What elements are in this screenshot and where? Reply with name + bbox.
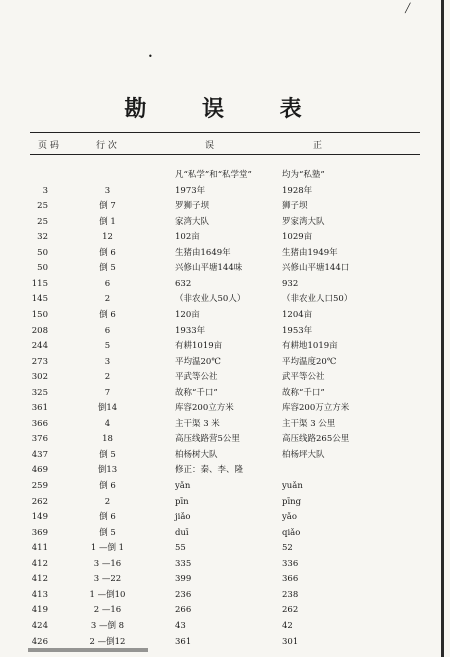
cell-right: pīng	[282, 496, 302, 507]
table-row	[0, 588, 450, 602]
cell-line: 3 —22	[93, 574, 122, 585]
cell-wrong: yǎn	[175, 481, 191, 491]
cell-page: 25	[37, 201, 48, 212]
cell-wrong: jiǎo	[175, 512, 191, 523]
table-row	[0, 510, 450, 524]
table-row	[0, 386, 450, 400]
table-row	[0, 355, 450, 369]
cell-right: 366	[282, 574, 299, 585]
cell-line: 倒14	[97, 403, 118, 414]
table-row	[0, 479, 450, 493]
cell-page: 259	[31, 481, 48, 491]
cell-wrong: 生猪由1649年	[175, 247, 231, 258]
cell-line: 2	[104, 496, 111, 507]
cell-page: 366	[31, 418, 48, 429]
cell-right: 武平等公社	[282, 372, 325, 383]
cell-wrong: 1973年	[175, 185, 206, 196]
cell-page: 419	[31, 605, 48, 616]
cell-line: 3	[104, 356, 111, 367]
cell-right: yuǎn	[282, 481, 303, 491]
cell-line: 12	[102, 232, 113, 243]
cell-line: 2	[104, 294, 111, 305]
cell-line: 5	[104, 341, 111, 352]
speck: •	[148, 52, 153, 61]
cell-line: 倒 6	[99, 481, 116, 491]
cell-page: 412	[31, 558, 48, 569]
cell-line: 倒 6	[99, 309, 116, 320]
cell-page: 3	[42, 185, 48, 196]
table-row	[0, 526, 450, 540]
cell-page: 413	[31, 589, 48, 600]
table-row	[0, 308, 450, 322]
cell-right: yǎo	[282, 512, 297, 523]
cell-line: 倒 5	[99, 263, 116, 274]
table-row	[0, 432, 450, 446]
table-row	[0, 277, 450, 291]
cell-line: 倒 5	[99, 527, 116, 538]
cell-right: 932	[282, 278, 299, 289]
cell-page: 437	[31, 449, 48, 460]
cell-line: 倒 5	[99, 449, 116, 460]
cell-wrong: 柏杨树大队	[175, 449, 218, 460]
cell-wrong: 120亩	[175, 309, 200, 320]
table-row	[0, 230, 450, 244]
cell-wrong: 266	[175, 605, 192, 616]
table-row	[0, 448, 450, 462]
cell-line: 2 —16	[93, 605, 122, 616]
cell-right: 1204亩	[282, 309, 313, 320]
cell-right: 301	[282, 636, 299, 647]
table-row	[0, 401, 450, 415]
cell-line: 4	[104, 418, 111, 429]
bottom-edge-mark	[28, 648, 148, 652]
table-row	[0, 495, 450, 509]
cell-right: 柏杨坪大队	[282, 449, 325, 460]
cell-page: 149	[31, 512, 48, 523]
cell-page: 412	[31, 574, 48, 585]
cell-line: 倒 1	[99, 216, 116, 227]
cell-page: 150	[31, 309, 48, 320]
cell-page: 302	[31, 372, 48, 383]
cell-line: 倒 7	[99, 201, 116, 212]
cell-page: 50	[37, 263, 48, 274]
table-row	[0, 168, 450, 182]
cell-page: 32	[37, 232, 48, 243]
cell-right: 生猪由1949年	[282, 247, 338, 258]
page-title: 勘 误 表	[124, 97, 326, 122]
cell-right: qiǎo	[282, 527, 301, 538]
cell-right: 均为“私塾”	[282, 170, 325, 180]
cell-page: 411	[31, 543, 48, 554]
cell-right: 1029亩	[282, 232, 313, 243]
cell-right: 1953年	[282, 325, 313, 336]
cell-line: 1 —倒10	[89, 589, 126, 600]
table-row	[0, 619, 450, 633]
cell-wrong: 55	[175, 543, 186, 554]
cell-line: 2 —倒12	[89, 636, 126, 647]
cell-page: 469	[31, 465, 48, 476]
cell-line: 6	[104, 278, 111, 289]
cell-right: 主干渠 3 公里	[282, 418, 336, 429]
cell-wrong: 361	[175, 636, 192, 647]
cell-wrong: 凡“私学”和“私学堂”	[175, 170, 252, 180]
header-page: 页 码	[38, 141, 59, 151]
table-row	[0, 246, 450, 260]
cell-wrong: 632	[175, 278, 192, 289]
header-line: 行 次	[96, 141, 117, 151]
table-row	[0, 370, 450, 384]
cell-page: 361	[31, 403, 48, 414]
cell-page: 369	[31, 527, 48, 538]
cell-line: 7	[104, 387, 111, 398]
cell-wrong: duī	[175, 527, 189, 538]
cell-page: 325	[31, 387, 48, 398]
cell-page: 208	[31, 325, 48, 336]
cell-wrong: 有耕1019亩	[175, 341, 223, 352]
cell-wrong: 399	[175, 574, 192, 585]
cell-page: 262	[31, 496, 48, 507]
cell-right: 罗家湾大队	[282, 216, 325, 227]
cell-page: 244	[31, 341, 48, 352]
header-rule	[30, 154, 420, 155]
header-right: 正	[313, 141, 323, 151]
cell-wrong: 335	[175, 558, 192, 569]
cell-page: 424	[31, 620, 48, 631]
cell-right: 故称“千口”	[282, 387, 325, 398]
cell-line: 3	[104, 185, 111, 196]
cell-wrong: 兴修山平塘144味	[175, 263, 243, 274]
cell-wrong: 平均温20℃	[175, 356, 221, 367]
table-row	[0, 635, 450, 649]
cell-right: 狮子坝	[282, 201, 308, 212]
cell-right: 库容200万立方米	[282, 403, 350, 414]
cell-line: 2	[104, 372, 111, 383]
cell-wrong: pīn	[175, 496, 189, 507]
top-rule	[30, 132, 420, 133]
header-wrong: 误	[205, 141, 215, 151]
cell-wrong: 43	[175, 620, 186, 631]
table-row	[0, 541, 450, 555]
cell-wrong: 修正：秦、李、隆	[175, 465, 244, 476]
cell-wrong: （非农业人50人）	[175, 294, 246, 305]
cell-wrong: 库容200立方米	[175, 403, 234, 414]
table-row	[0, 417, 450, 431]
cell-line: 1 —倒 1	[90, 543, 125, 554]
table-row	[0, 339, 450, 353]
cell-right: 262	[282, 605, 299, 616]
cell-page: 25	[37, 216, 48, 227]
cell-right: 兴修山平塘144口	[282, 263, 350, 274]
cell-line: 倒 6	[99, 512, 116, 523]
corner-mark: ╱	[405, 4, 411, 14]
cell-right: 52	[282, 543, 293, 554]
cell-wrong: 罗狮子坝	[175, 201, 210, 212]
table-row	[0, 324, 450, 338]
cell-wrong: 故称“千口”	[175, 387, 218, 398]
cell-right: 高压线路265公里	[282, 434, 350, 445]
cell-page: 50	[37, 247, 48, 258]
cell-line: 倒13	[97, 465, 118, 476]
cell-right: 1928年	[282, 185, 313, 196]
cell-wrong: 主干渠 3 米	[175, 418, 220, 429]
cell-line: 3 —倒 8	[90, 620, 125, 631]
cell-page: 115	[31, 278, 48, 289]
cell-wrong: 平武等公社	[175, 372, 218, 383]
cell-line: 18	[102, 434, 113, 445]
cell-page: 376	[31, 434, 48, 445]
cell-wrong: 高压线路营5公里	[175, 434, 240, 445]
cell-page: 426	[31, 636, 48, 647]
cell-page: 145	[31, 294, 48, 305]
cell-line: 3 —16	[93, 558, 122, 569]
table-row	[0, 572, 450, 586]
cell-right: （非农业人口50）	[282, 294, 353, 305]
table-row	[0, 261, 450, 275]
table-row	[0, 199, 450, 213]
table-row	[0, 292, 450, 306]
cell-right: 238	[282, 589, 299, 600]
cell-right: 42	[282, 620, 293, 631]
cell-line: 倒 6	[99, 247, 116, 258]
cell-right: 平均温度20℃	[282, 356, 337, 367]
cell-right: 336	[282, 558, 299, 569]
table-row	[0, 215, 450, 229]
cell-wrong: 1933年	[175, 325, 206, 336]
table-row	[0, 463, 450, 477]
table-row	[0, 184, 450, 198]
cell-wrong: 236	[175, 589, 192, 600]
cell-wrong: 102亩	[175, 232, 200, 243]
cell-page: 273	[31, 356, 48, 367]
cell-line: 6	[104, 325, 111, 336]
table-row	[0, 603, 450, 617]
table-row	[0, 557, 450, 571]
cell-wrong: 家湾大队	[175, 216, 210, 227]
cell-right: 有耕地1019亩	[282, 341, 338, 352]
